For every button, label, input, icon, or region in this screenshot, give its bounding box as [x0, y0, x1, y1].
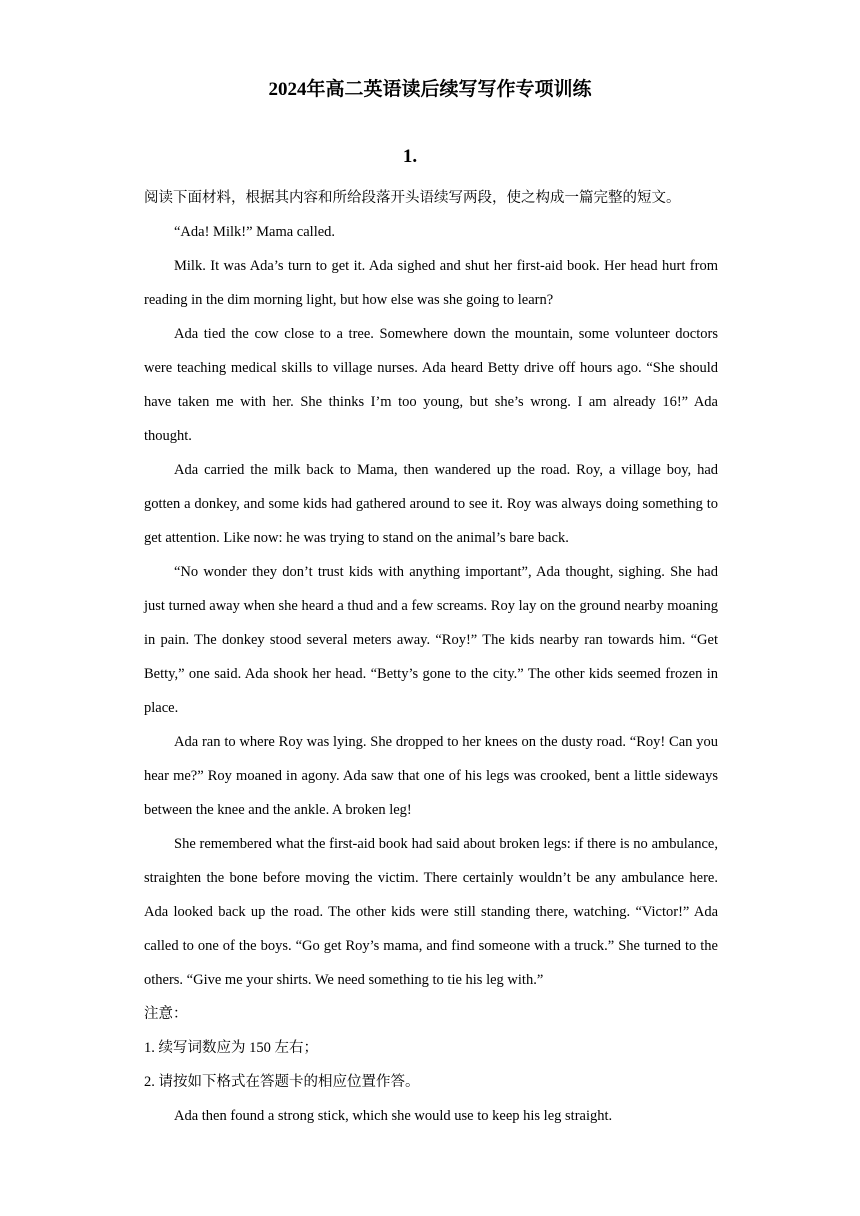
story-paragraph: “No wonder they don’t trust kids with anything important”, Ada thought, sighing. She had just turned away when she heard a thud and a few screams. Roy lay on the ground nearby moaning in pain. The donkey stood several meters away. “Roy!” The kids nearby ran towards him. “Get Betty,” one said. Ada shook her head. “Betty’s gone to the city.” The other kids seemed frozen in place.	[144, 564, 718, 716]
note-item: 2. 请按如下格式在答题卡的相应位置作答。	[144, 1074, 420, 1090]
notes-heading: 注意：	[144, 1006, 188, 1022]
continuation-start: Ada then found a strong stick, which she would use to keep his leg straight.	[174, 1108, 613, 1124]
story-paragraph: Ada tied the cow close to a tree. Somewhere down the mountain, some volunteer doctors were teaching medical skills to village nurses. Ada heard Betty drive off hours ago. “She should have taken me with her. She thinks I’m too young, but she’s wrong. I am already 16!” Ada thought.	[144, 326, 718, 444]
story-paragraph: “Ada! Milk!” Mama called.	[174, 224, 336, 240]
story-paragraph: Ada ran to where Roy was lying. She dropped to her knees on the dusty road. “Roy! Can you hear me?” Roy moaned in agony. Ada saw that one of his legs was crooked, bent a little sideways between the knee and the ankle. A broken leg!	[144, 734, 718, 818]
note-item: 1. 续写词数应为 150 左右；	[144, 1040, 318, 1056]
instruction-text: 阅读下面材料，根据其内容和所给段落开头语续写两段，使之构成一篇完整的短文。	[144, 190, 681, 206]
question-number: 1.	[402, 146, 418, 167]
document-body	[144, 181, 718, 1133]
story-paragraph: Milk. It was Ada’s turn to get it. Ada sighed and shut her first-aid book. Her head hurt from reading in the dim morning light, but how else was she going to learn?	[144, 258, 718, 308]
story-paragraph: Ada carried the milk back to Mama, then wandered up the road. Roy, a village boy, had gotten a donkey, and some kids had gathered around to see it. Roy was always doing something to get attention. Like now: he was trying to stand on the animal’s bare back.	[144, 462, 718, 546]
document-title: 2024年高二英语读后续写写作专项训练	[268, 79, 592, 100]
story-paragraph: She remembered what the first-aid book had said about broken legs: if there is no ambulance, straighten the bone before moving the victim. There certainly wouldn’t be any ambulance here. Ada looked back up the road. The other kids were still standing there, watching. “Victor!” Ada called to one of the boys. “Go get Roy’s mama, and find someone with a truck.” She turned to the others. “Give me your shirts. We need something to tie his leg with.”	[144, 836, 718, 988]
